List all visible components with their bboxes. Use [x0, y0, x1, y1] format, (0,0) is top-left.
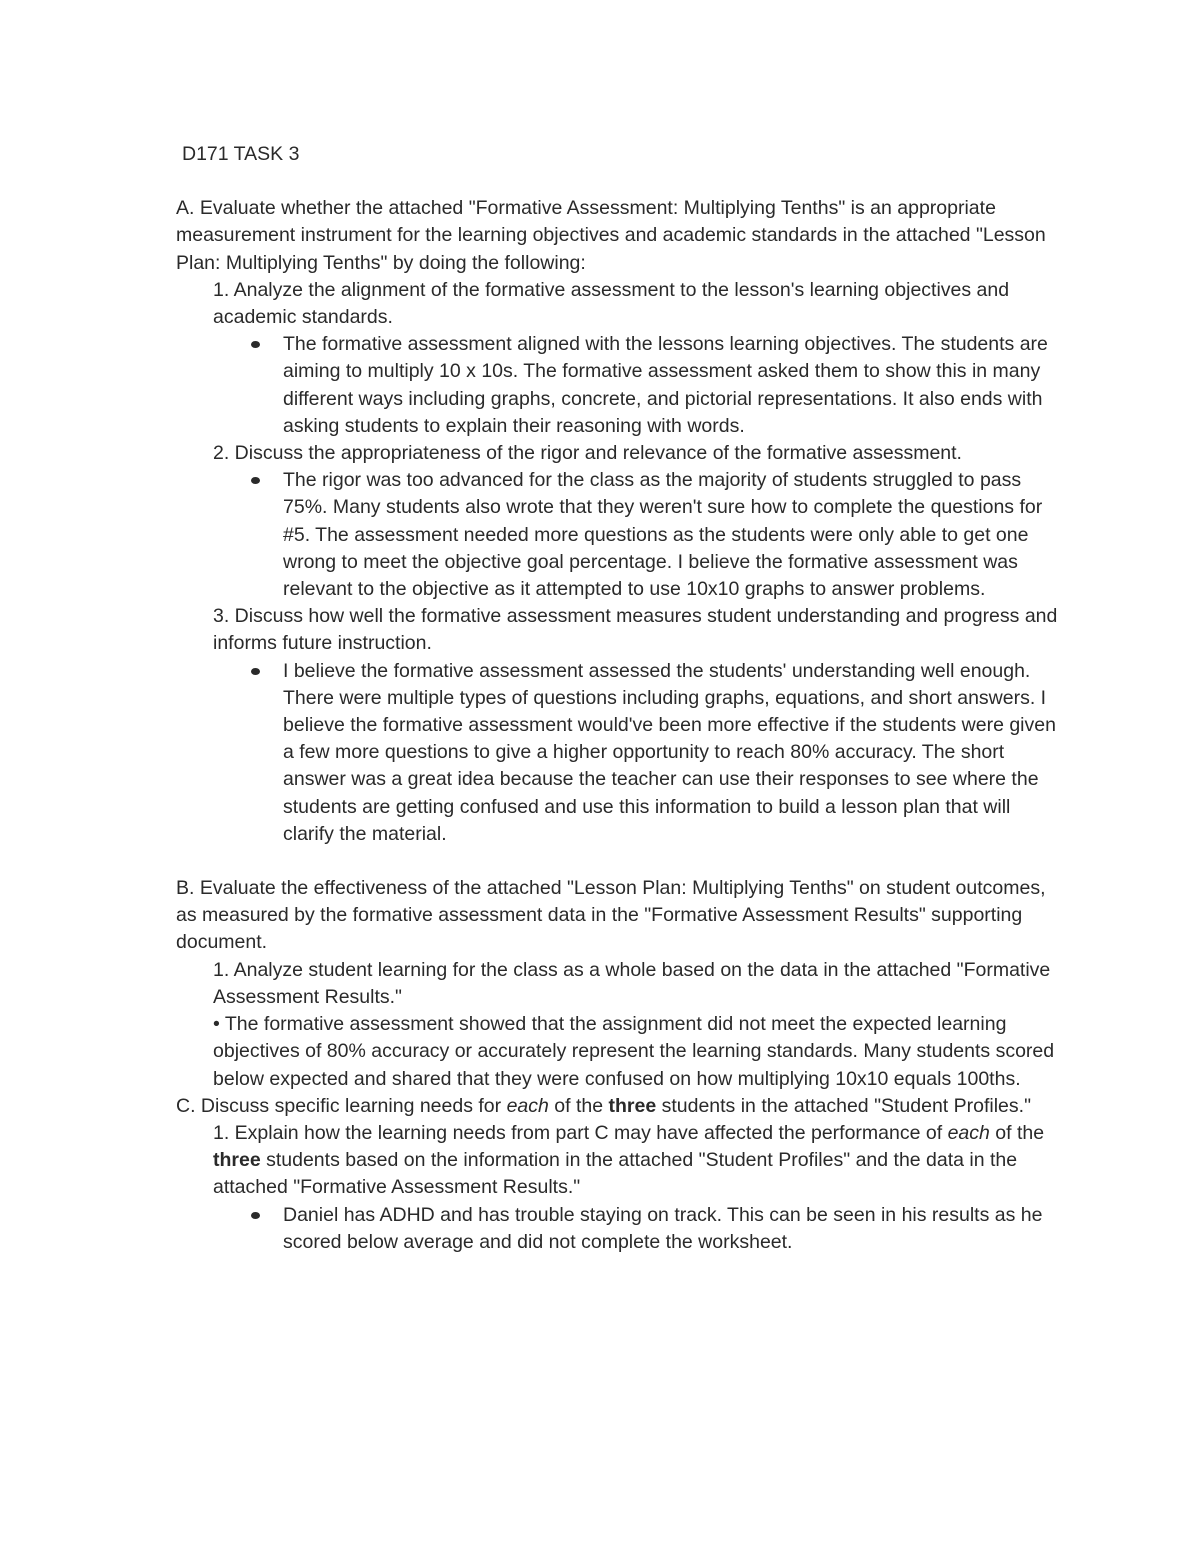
section-c-question-end: students based on the information in the attached "Student Profiles" and the data in the attached "Formative Assessment Results." — [213, 1149, 1018, 1199]
section-c-prompt-start: C. Discuss specific learning needs for — [176, 1094, 507, 1117]
section-a-answer-2: The rigor was too advanced for the class as the majority of students struggled to pass 75%. Many students also wrote that they weren't sure how to complete the questions for #5. The assessment needed more questions as the students were only able to get one wrong to meet the objective goal percentage. I believe the formative assessment was relevant to the objective as it attempted to use 10x10 graphs to answer problems. — [283, 467, 1063, 603]
section-c-prompt — [176, 1093, 1061, 1120]
section-b-answer-1: • The formative assessment showed that the assignment did not meet the expected learning objectives of 80% accuracy or accurately represent the learning standards. Many students scored below expected and shared that they were confused on how multiplying 10x10 equals 100ths. — [213, 1013, 1055, 1090]
section-a-answer-3: I believe the formative assessment assessed the students' understanding well enough. There were multiple types of questions including graphs, equations, and short answers. I believe the formative assessment would've been more effective if the students were given a few more questions to give a higher opportunity to reach 80% accuracy. The short answer was a great idea because the teacher can use their responses to see where the students are getting confused and use this information to build a lesson plan that will clarify the material. — [283, 658, 1063, 848]
section-b-prompt: B. Evaluate the effectiveness of the attached "Lesson Plan: Multiplying Tenths" on student outcomes, as measured by the formative assessment data in the "Formative Assessment Results" supporting document. — [176, 877, 1046, 954]
section-a-question-2: 2. Discuss the appropriateness of the rigor and relevance of the formative assessment. — [213, 442, 962, 465]
section-c-question-three: three — [213, 1149, 261, 1172]
section-c-prompt-mid: of the — [548, 1094, 609, 1117]
section-a-prompt: A. Evaluate whether the attached "Formative Assessment: Multiplying Tenths" is an appropriate measurement instrument for the learning objectives and academic standards in the attached "Lesson Plan: Multiplying Tenths" by doing the following: — [176, 197, 1046, 274]
section-c-prompt-three: three — [608, 1094, 657, 1117]
paragraph-spacer — [176, 848, 1068, 875]
section-c-prompt-end: students in the attached "Student Profiles." — [656, 1094, 1031, 1117]
section-b-question-1: 1. Analyze student learning for the class as a whole based on the data in the attached "Formative Assessment Results." — [213, 958, 1051, 1008]
section-a-answer-1: The formative assessment aligned with the lessons learning objectives. The students are aiming to multiply 10 x 10s. The formative assessment asked them to show this in many different ways including graphs, concrete, and pictorial representations. It also ends with asking students to explain their reasoning with words. — [283, 331, 1063, 440]
section-c-question-mid: of the — [989, 1121, 1045, 1144]
section-a-question-1: 1. Analyze the alignment of the formative assessment to the lesson's learning objectives and academic standards. — [213, 278, 1010, 329]
section-a-question-3: 3. Discuss how well the formative assessment measures student understanding and progress and informs future instruction. — [213, 605, 1058, 655]
document-title: D171 TASK 3 — [182, 143, 300, 165]
section-c-prompt-each: each — [506, 1094, 549, 1117]
section-c-question-start: 1. Explain how the learning needs from part C may have affected the performance of — [213, 1121, 948, 1144]
section-c-answer-1: Daniel has ADHD and has trouble staying on track. This can be seen in his results as he scored below average and did not complete the worksheet. — [283, 1202, 1063, 1256]
section-c-question-1 — [213, 1120, 1063, 1202]
section-c-question-each: each — [947, 1121, 990, 1144]
